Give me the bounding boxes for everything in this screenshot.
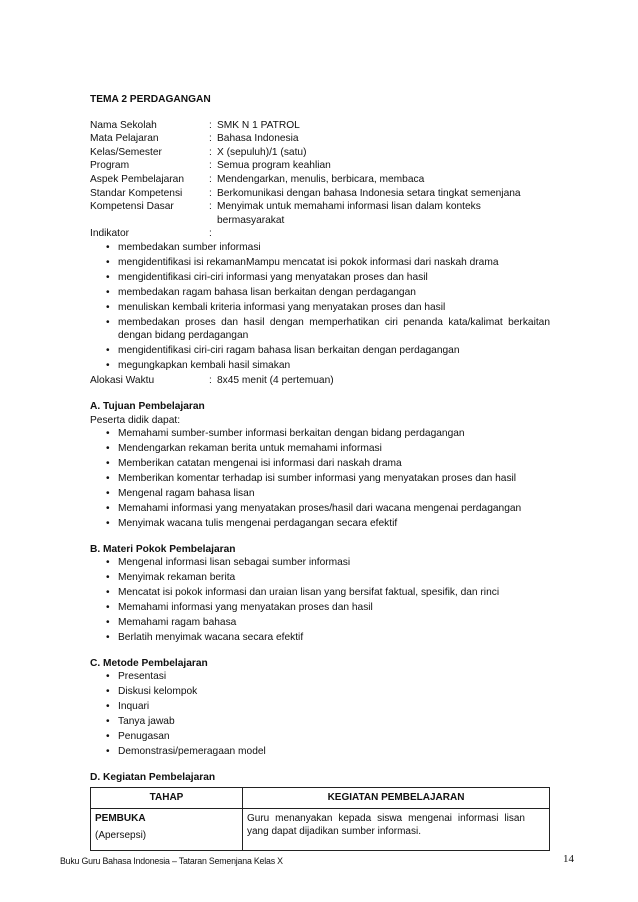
info-row-nama-sekolah bbox=[90, 119, 550, 133]
info-key: Kompetensi Dasar bbox=[90, 201, 174, 213]
info-colon: : bbox=[209, 173, 212, 185]
table-header-row bbox=[91, 787, 550, 808]
info-key: Standar Kompetensi bbox=[90, 187, 183, 199]
info-key: Kelas/Semester bbox=[90, 146, 162, 158]
list-item: • Menyimak rekaman berita bbox=[106, 571, 550, 585]
list-item: • Berlatih menyimak wacana secara efektif bbox=[106, 631, 550, 645]
info-row-program bbox=[90, 159, 550, 173]
list-item: • Inquari bbox=[106, 700, 550, 714]
info-colon: : bbox=[209, 146, 212, 158]
kegiatan-cell bbox=[243, 808, 550, 850]
info-colon: : bbox=[209, 201, 212, 213]
section-heading-materi: B. Materi Pokok Pembelajaran bbox=[90, 543, 236, 555]
info-value bbox=[217, 227, 550, 241]
info-row-kelas-semester bbox=[90, 146, 550, 160]
page-number: 14 bbox=[563, 853, 574, 865]
tujuan-intro: Peserta didik dapat: bbox=[90, 414, 181, 426]
list-item: • Mencatat isi pokok informasi dan uraian lisan yang bersifat faktual, spesifik, dan rinci bbox=[106, 586, 550, 600]
info-colon: : bbox=[209, 187, 212, 199]
list-item: • Memberikan catatan mengenai isi informasi dari naskah drama bbox=[106, 457, 550, 471]
list-item: • Memahami ragam bahasa bbox=[106, 616, 550, 630]
tahap-name: PEMBUKA bbox=[95, 812, 146, 824]
tujuan-list bbox=[90, 427, 550, 531]
info-key: Aspek Pembelajaran bbox=[90, 173, 185, 185]
info-value: Berkomunikasi dengan bahasa Indonesia setara tingkat semenjana bbox=[217, 187, 521, 199]
list-item: • Memahami sumber-sumber informasi berkaitan dengan bidang perdagangan bbox=[106, 427, 550, 441]
info-value: SMK N 1 PATROL bbox=[217, 119, 300, 131]
list-item: • Penugasan bbox=[106, 730, 550, 744]
list-item: • Mendengarkan rekaman berita untuk memahami informasi bbox=[106, 442, 550, 456]
list-item: • membedakan proses dan hasil dengan memperhatikan ciri penanda kata/kalimat berkaitan dengan bidang perdagangan bbox=[106, 316, 550, 343]
indikator-list bbox=[90, 241, 550, 373]
list-item: • membedakan sumber informasi bbox=[106, 241, 550, 255]
info-value: Menyimak untuk memahami informasi lisan dalam konteks bermasyarakat bbox=[217, 201, 481, 226]
list-item: • menuliskan kembali kriteria informasi yang menyatakan proses dan hasil bbox=[106, 301, 550, 315]
info-colon: : bbox=[209, 160, 212, 172]
info-key: Alokasi Waktu bbox=[90, 375, 155, 387]
list-item: • Presentasi bbox=[106, 670, 550, 684]
list-item: • Tanya jawab bbox=[106, 715, 550, 729]
info-key: Mata Pelajaran bbox=[90, 133, 159, 145]
info-colon: : bbox=[209, 228, 212, 240]
info-colon: : bbox=[209, 375, 212, 387]
info-value: X (sepuluh)/1 (satu) bbox=[217, 146, 307, 158]
column-header-tahap: TAHAP bbox=[91, 787, 243, 808]
list-item: • Menyimak wacana tulis mengenai perdagangan secara efektif bbox=[106, 517, 550, 531]
list-item: • Diskusi kelompok bbox=[106, 685, 550, 699]
tahap-subtitle: (Apersepsi) bbox=[95, 830, 147, 842]
tahap-cell bbox=[91, 808, 243, 850]
info-key: Indikator bbox=[90, 228, 130, 240]
content-area bbox=[90, 93, 550, 851]
info-value: 8x45 menit (4 pertemuan) bbox=[217, 375, 334, 387]
list-item: • Mengenal ragam bahasa lisan bbox=[106, 487, 550, 501]
column-header-kegiatan: KEGIATAN PEMBELAJARAN bbox=[243, 787, 550, 808]
info-colon: : bbox=[209, 133, 212, 145]
info-block bbox=[90, 119, 550, 241]
kegiatan-text: Guru menanyakan kepada siswa mengenai informasi lisan yang dapat dijadikan sumber informasi. bbox=[247, 812, 525, 838]
section-heading-tujuan: A. Tujuan Pembelajaran bbox=[90, 401, 205, 412]
materi-list bbox=[90, 556, 550, 645]
table-row bbox=[91, 808, 550, 850]
info-value: Mendengarkan, menulis, berbicara, membaca bbox=[217, 173, 425, 185]
kegiatan-table bbox=[90, 787, 550, 851]
info-row-aspek-pembelajaran bbox=[90, 173, 550, 187]
list-item: • Demonstrasi/pemeragaan model bbox=[106, 745, 550, 759]
info-row-standar-kompetensi bbox=[90, 187, 550, 201]
page-title: TEMA 2 PERDAGANGAN bbox=[90, 94, 211, 105]
info-row-kompetensi-dasar bbox=[90, 200, 550, 227]
list-item: • Mengenal informasi lisan sebagai sumber informasi bbox=[106, 556, 550, 570]
list-item: • Memberikan komentar terhadap isi sumber informasi yang menyatakan proses dan hasil bbox=[106, 472, 550, 486]
list-item: • Memahami informasi yang menyatakan proses/hasil dari wacana mengenai perdagangan bbox=[106, 502, 550, 516]
metode-list bbox=[90, 670, 550, 759]
list-item: • Memahami informasi yang menyatakan proses dan hasil bbox=[106, 601, 550, 615]
section-heading-metode: C. Metode Pembelajaran bbox=[90, 657, 208, 669]
info-value: Bahasa Indonesia bbox=[217, 133, 299, 145]
list-item: • mengidentifikasi ciri-ciri informasi yang menyatakan proses dan hasil bbox=[106, 271, 550, 285]
list-item: • mengidentifikasi isi rekamanMampu mencatat isi pokok informasi dari naskah drama bbox=[106, 256, 550, 270]
list-item: • megungkapkan kembali hasil simakan bbox=[106, 359, 550, 373]
info-row-indikator bbox=[90, 227, 550, 241]
info-row-mata-pelajaran bbox=[90, 132, 550, 146]
list-item: • mengidentifikasi ciri-ciri ragam bahasa lisan berkaitan dengan perdagangan bbox=[106, 344, 550, 358]
section-heading-kegiatan: D. Kegiatan Pembelajaran bbox=[90, 771, 216, 783]
list-item: • membedakan ragam bahasa lisan berkaitan dengan perdagangan bbox=[106, 286, 550, 300]
info-value: Semua program keahlian bbox=[217, 160, 331, 172]
info-row-alokasi-waktu bbox=[90, 374, 550, 388]
footer-text: Buku Guru Bahasa Indonesia – Tataran Semenjana Kelas X bbox=[60, 856, 283, 866]
info-key: Program bbox=[90, 160, 130, 172]
info-colon: : bbox=[209, 119, 212, 131]
info-key: Nama Sekolah bbox=[90, 119, 157, 131]
